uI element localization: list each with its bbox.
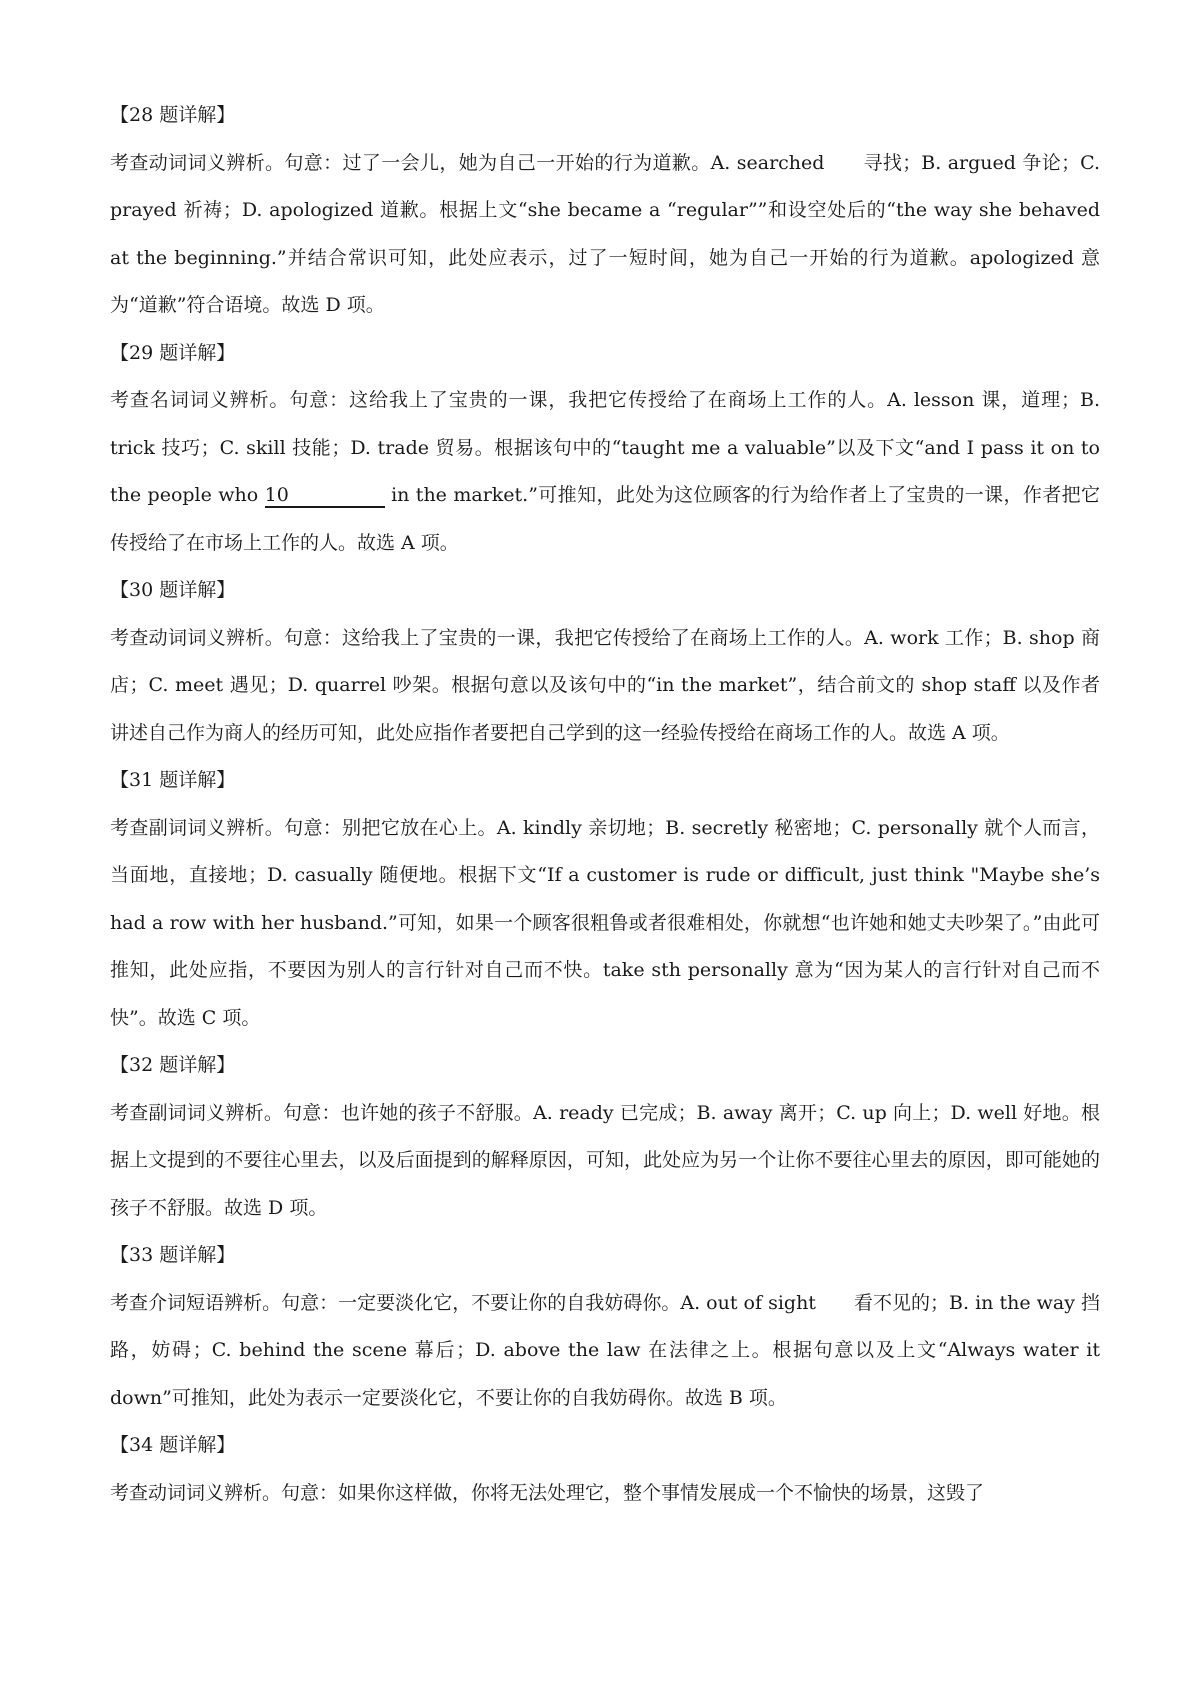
section-body-33: 考查介词短语辨析。句意：一定要淡化它，不要让你的自我妨碍你。A. out of sight 看不见的；B. in the way 挡路，妨碍；C. behind the scene 幕后；D. above the law 在法律之上。根据句意以及上文“Always water it down”可推知，此处为表示一定要淡化它，不要让你的自我妨碍你。故选 B 项。 bbox=[110, 1291, 1100, 1409]
section-heading-30: 【30 题详解】 bbox=[110, 579, 236, 601]
section-body-32: 考查副词词义辨析。句意：也许她的孩子不舒服。A. ready 已完成；B. away 离开；C. up 向上；D. well 好地。根据上文提到的不要往心里去，以及后面提到的解释原因，可知，此处应为另一个让你不要往心里去的原因，即可能她的孩子不舒服。故选 D 项。 bbox=[110, 1101, 1100, 1219]
section-heading-29: 【29 题详解】 bbox=[110, 341, 236, 364]
section-heading-33: 【33 题详解】 bbox=[110, 1244, 236, 1266]
section-body-34: 考查动词词义辨析。句意：如果你这样做，你将无法处理它，整个事情发展成一个不愉快的场景，这毁了 bbox=[110, 1481, 985, 1504]
section-heading-32: 【32 题详解】 bbox=[110, 1054, 236, 1076]
answer-blank: 10 bbox=[265, 484, 385, 508]
section-body-29 bbox=[110, 377, 1100, 567]
section-body-29-part1: 考查名词词义辨析。句意：这给我上了宝贵的一课，我把它传授给了在商场上工作的人。A. lesson 课，道理；B. trick 技巧；C. skill 技能；D. trade 贸易。根据该句中的“taught me a valuable”以及下文“and I pass it on to the people who bbox=[110, 389, 1100, 506]
document-page bbox=[110, 92, 1100, 1517]
section-body-30: 考查动词词义辨析。句意：这给我上了宝贵的一课，我把它传授给了在商场上工作的人。A. work 工作；B. shop 商店；C. meet 遇见；D. quarrel 吵架。根据句意以及该句中的“in the market”，结合前文的 shop staff 以及作者讲述自己作为商人的经历可知，此处应指作者要把自己学到的这一经验传授给在商场工作的人。故选 A 项。 bbox=[110, 626, 1100, 744]
section-heading-31: 【31 题详解】 bbox=[110, 769, 236, 791]
section-heading-34: 【34 题详解】 bbox=[110, 1434, 236, 1456]
section-body-28: 考查动词词义辨析。句意：过了一会儿，她为自己一开始的行为道歉。A. searched 寻找；B. argued 争论；C. prayed 祈祷；D. apologized 道歉。根据上文“she became a “regular””和设空处后的“the way she behaved at the beginning.”并结合常识可知，此处应表示，过了一短时间，她为自己一开始的行为道歉。apologized 意为“道歉”符合语境。故选 D 项。 bbox=[110, 151, 1100, 316]
section-body-31: 考查副词词义辨析。句意：别把它放在心上。A. kindly 亲切地；B. secretly 秘密地；C. personally 就个人而言，当面地，直接地；D. casually 随便地。根据下文“If a customer is rude or difficult, just think "Maybe she’s had a row with her husband.”可知，如果一个顾客很粗鲁或者很难相处，你就想“也许她和她丈夫吵架了。”由此可推知，此处应指，不要因为别人的言行针对自己而不快。take sth personally 意为“因为某人的言行针对自己而不快”。故选 C 项。 bbox=[110, 816, 1100, 1029]
section-body-29-part2: in the market.”可推知，此处为这位顾客的行为给作者上了宝贵的一课，作者把它传授给了在市场上工作的人。故选 A 项。 bbox=[110, 484, 1100, 554]
section-heading-28: 【28 题详解】 bbox=[110, 104, 236, 126]
